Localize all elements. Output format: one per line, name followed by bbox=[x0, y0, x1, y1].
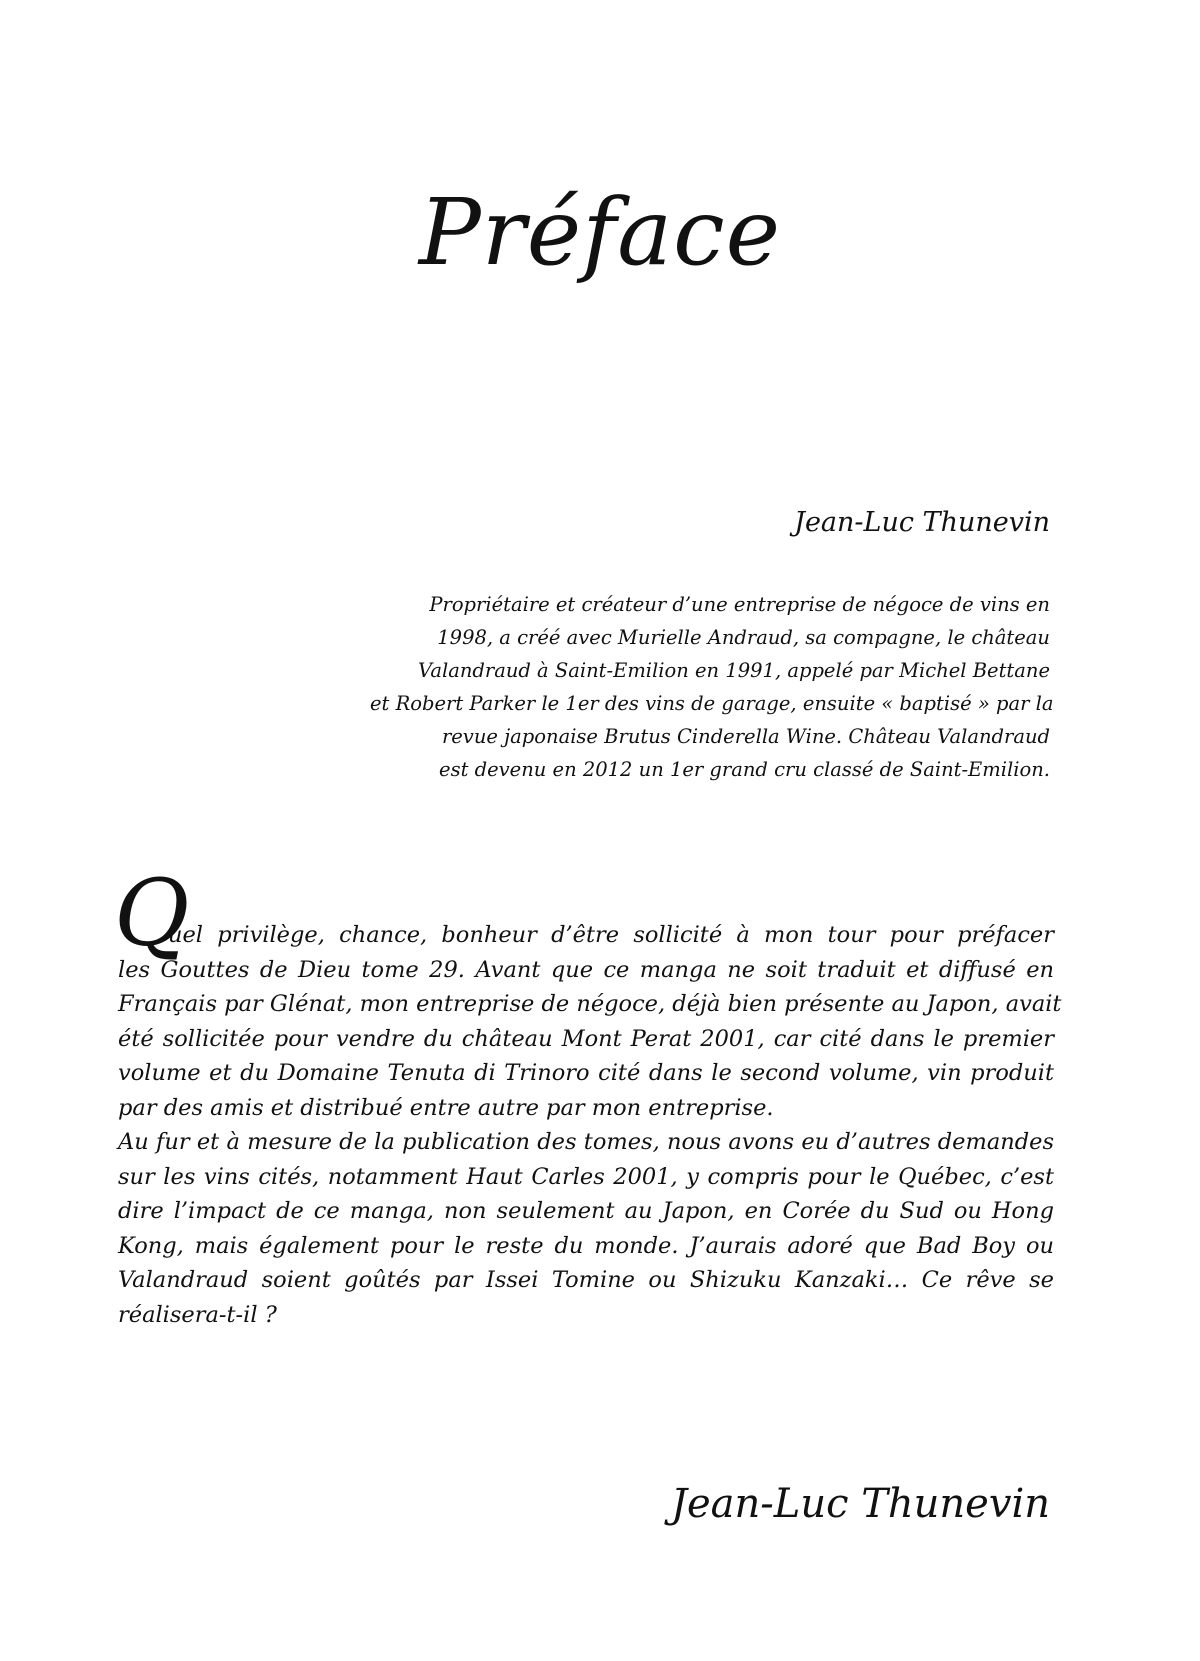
body-line: par des amis et distribué entre autre par mon entreprise. bbox=[118, 1094, 774, 1121]
bio-line: Propriétaire et créateur d’une entreprise de négoce de vins en bbox=[429, 593, 1050, 616]
body-line: les Gouttes de Dieu tome 29. Avant que ce manga ne soit traduit et diffusé en bbox=[118, 956, 1054, 983]
bio-line: Valandraud à Saint-Emilion en 1991, appelé par Michel Bettane bbox=[418, 659, 1050, 682]
body-line: dire l’impact de ce manga, non seulement au Japon, en Corée du Sud ou Hong bbox=[118, 1198, 1054, 1224]
signature: Jean-Luc Thunevin bbox=[670, 1481, 1050, 1527]
preface-body bbox=[118, 918, 1062, 1332]
drop-cap: Q bbox=[114, 860, 190, 967]
page-title: Préface bbox=[418, 179, 782, 286]
author-bio bbox=[370, 588, 1054, 786]
bio-line: est devenu en 2012 un 1er grand cru classé de Saint-Emilion. bbox=[439, 758, 1050, 781]
body-line: Français par Glénat, mon entreprise de négoce, déjà bien présente au Japon, avait bbox=[118, 991, 1062, 1017]
bio-line: 1998, a créé avec Murielle Andraud, sa compagne, le château bbox=[437, 626, 1050, 649]
body-line: volume et du Domaine Tenuta di Trinoro cité dans le second volume, vin produit bbox=[118, 1060, 1054, 1086]
body-line: Valandraud soient goûtés par Issei Tomine ou Shizuku Kanzaki… Ce rêve se bbox=[118, 1267, 1054, 1293]
body-line: réalisera-t-il ? bbox=[118, 1301, 277, 1328]
body-line: Au fur et à mesure de la publication des tomes, nous avons eu d’autres demandes bbox=[118, 1129, 1054, 1155]
bio-line: et Robert Parker le 1er des vins de garage, ensuite « baptisé » par la bbox=[370, 692, 1054, 715]
body-line: uel privilège, chance, bonheur d’être sollicité à mon tour pour préfacer bbox=[168, 922, 1054, 948]
body-line: Kong, mais également pour le reste du monde. J’aurais adoré que Bad Boy ou bbox=[118, 1232, 1054, 1259]
body-line: été sollicitée pour vendre du château Mont Perat 2001, car cité dans le premier bbox=[118, 1025, 1054, 1052]
author-name: Jean-Luc Thunevin bbox=[794, 507, 1050, 538]
bio-line: revue japonaise Brutus Cinderella Wine. Château Valandraud bbox=[441, 725, 1050, 748]
body-line: sur les vins cités, notamment Haut Carles 2001, y compris pour le Québec, c’est bbox=[118, 1163, 1054, 1190]
